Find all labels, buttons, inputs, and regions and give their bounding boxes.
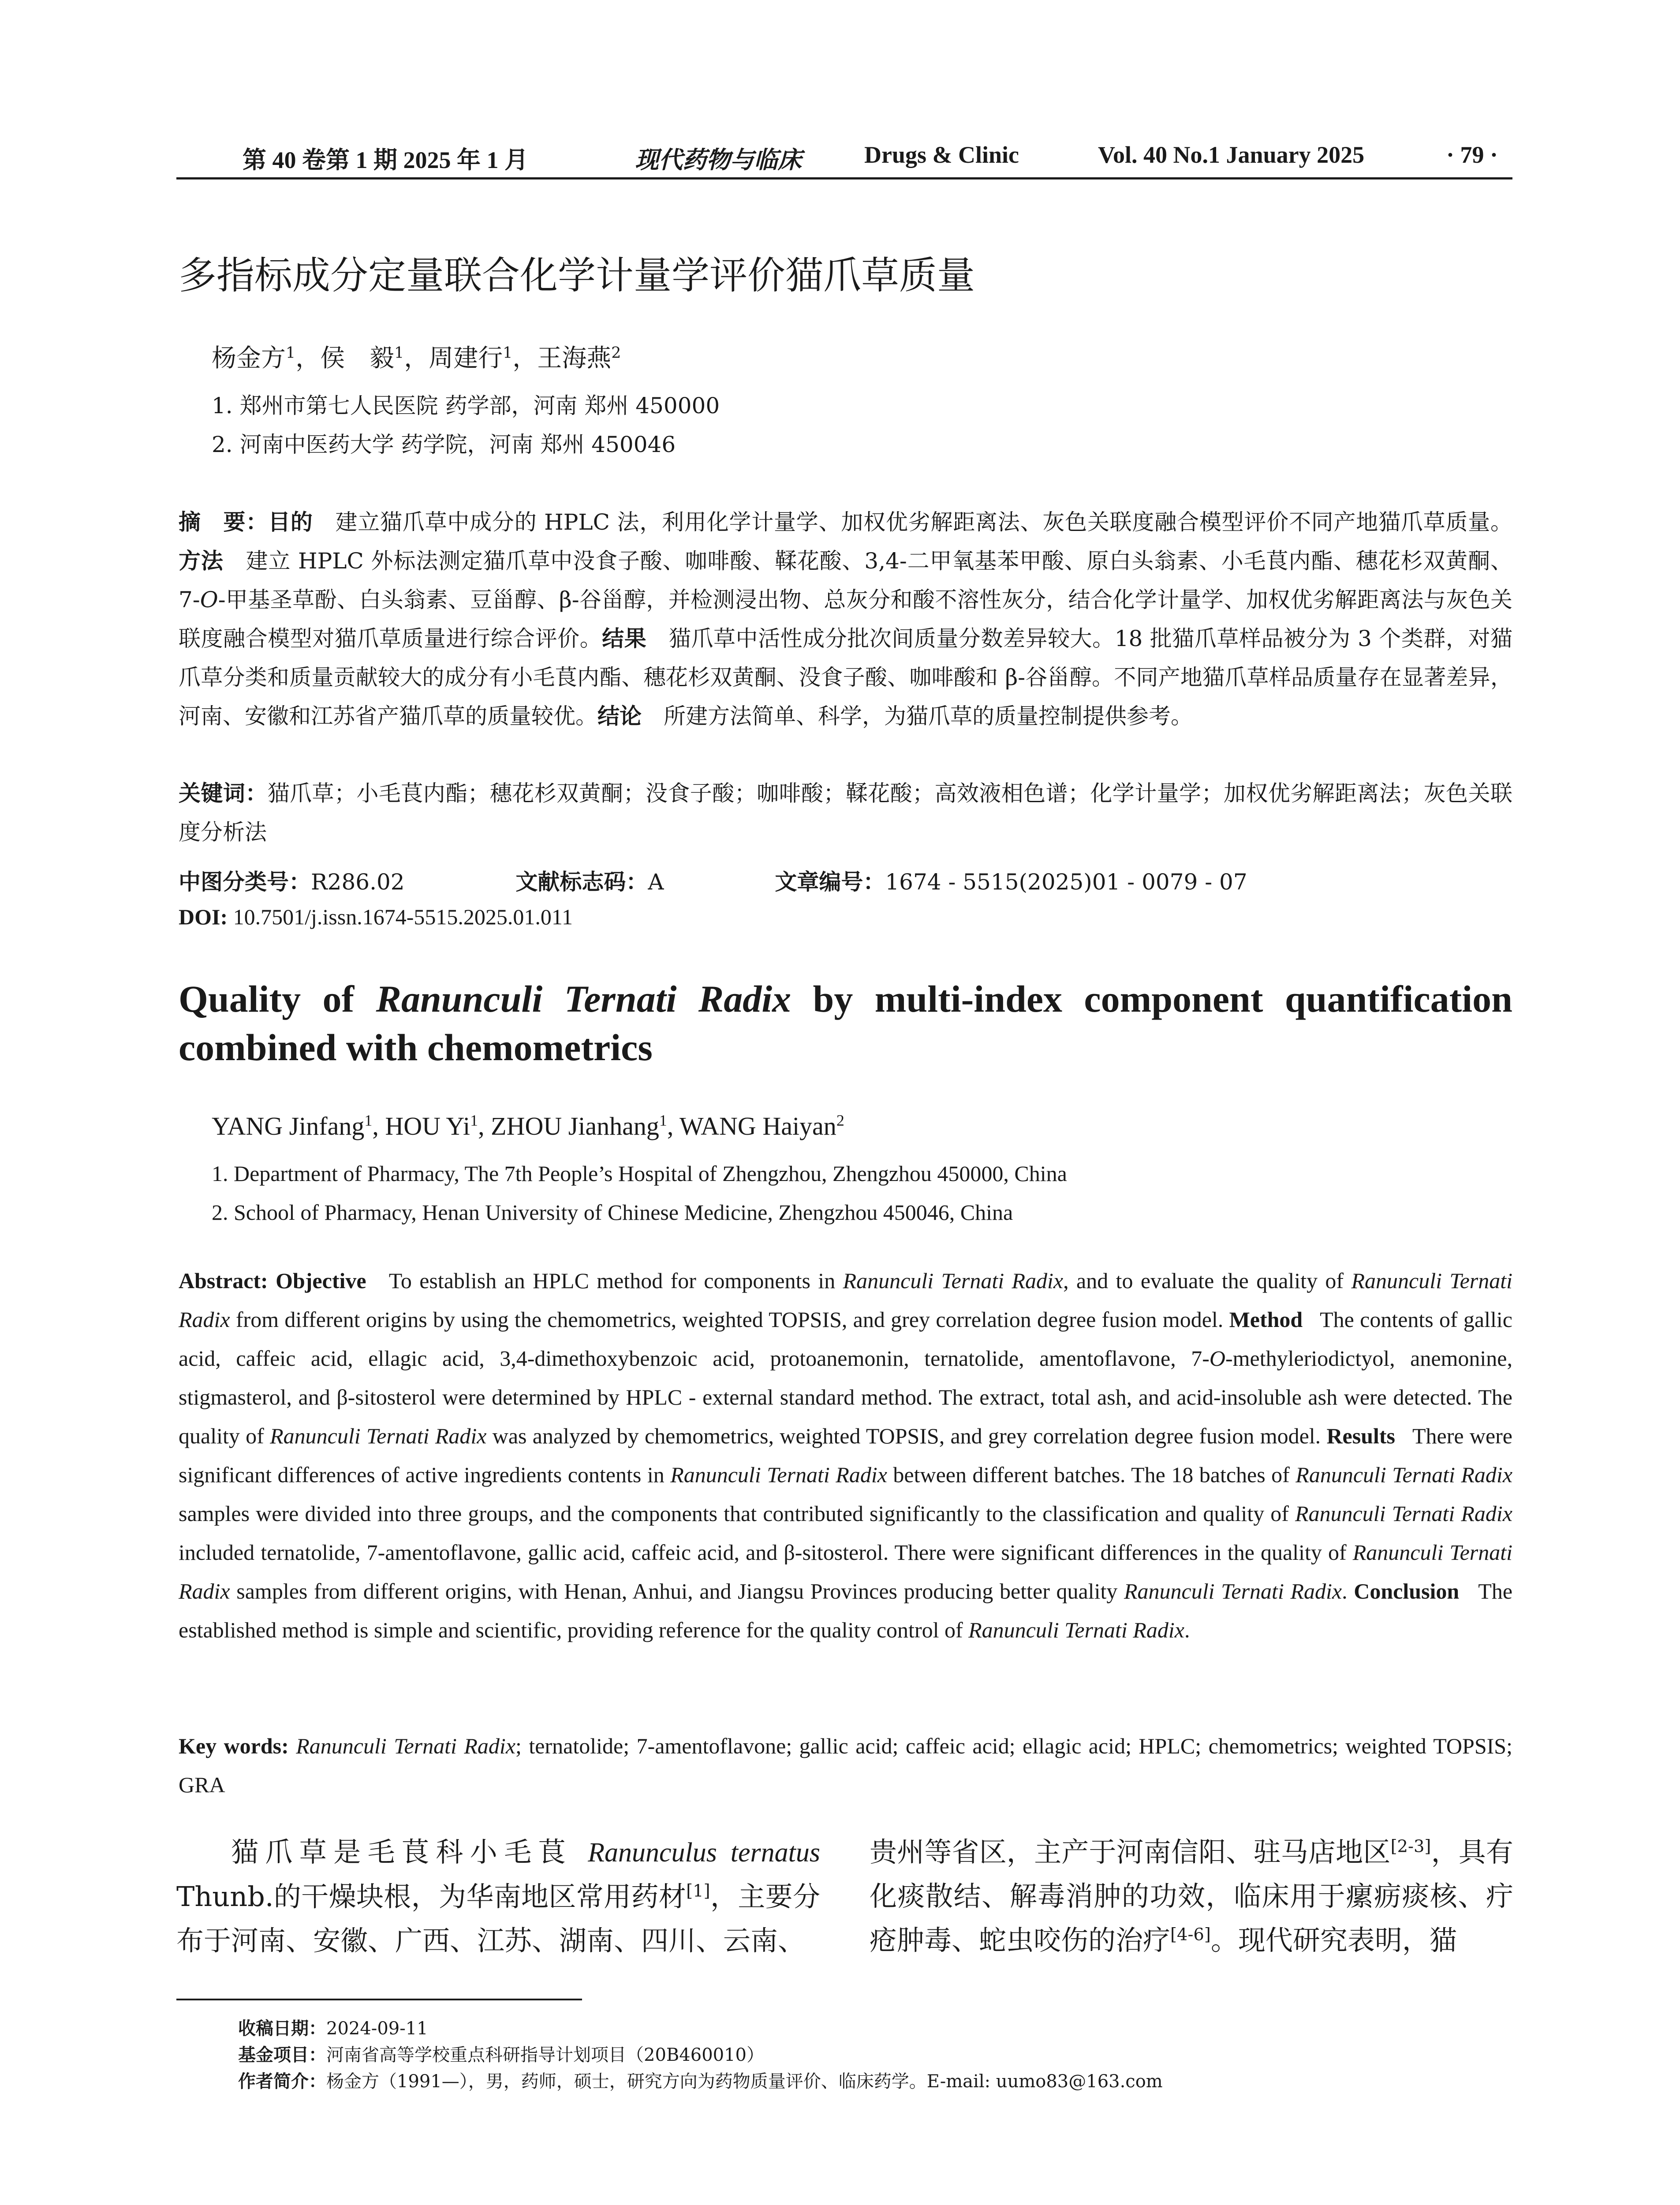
species-name: Ranunculi Ternati Radix	[1124, 1579, 1342, 1603]
method-en-a: The contents of gallic acid, caffeic acid, ellagic acid, 3,4-dimethoxybenzoic acid, protoanemonin, ternatolide, amentoflavone, 7-	[179, 1307, 1512, 1371]
method-cn-a: 建立 HPLC 外标法测定猫爪草中没食子酸、咖啡酸、鞣花酸、3,4-二甲氧基苯甲酸、原白头翁素、小毛茛内酯、穗花杉双黄酮、7-	[179, 548, 1512, 613]
conclusion-en-a: The established method is simple and scientific, providing reference for the quality control of	[179, 1579, 1513, 1642]
body-column-left	[176, 1830, 820, 1963]
method-en-b: -methyleriodictyol, anemonine, stigmasterol, and β-sitosterol were determined by HPLC - external standard method. The extract, total ash, and acid-insoluble ash were detected. The quality of	[179, 1346, 1513, 1448]
affil-mark: 1	[364, 1111, 373, 1129]
method-en-c: was analyzed by chemometrics, weighted TOPSIS, and grey correlation degree fusion model.	[486, 1424, 1327, 1448]
authors-en	[212, 1111, 844, 1141]
affiliation-en-1: 1. Department of Pharmacy, The 7th People’s Hospital of Zhengzhou, Zhengzhou 450000, China	[212, 1161, 1067, 1186]
affil-mark: 1	[503, 344, 513, 362]
running-header	[176, 141, 1512, 176]
keywords-cn	[179, 774, 1512, 852]
author-cn-4: 王海燕	[537, 344, 612, 373]
fund-text: 河南省高等学校重点科研指导计划项目（20B460010）	[326, 2045, 764, 2065]
doi-label: DOI:	[179, 904, 228, 929]
author-cn-1: 杨金方	[212, 344, 286, 373]
objective-en-a: To establish an HPLC method for components in	[388, 1268, 843, 1293]
results-en-f: .	[1342, 1579, 1354, 1603]
author-cn-3: 周建行	[429, 344, 503, 373]
results-en-c: samples were divided into three groups, and the components that contributed significantly to the classification and quality of	[179, 1501, 1295, 1526]
conclusion-en-label: Conclusion	[1354, 1579, 1460, 1603]
affil-mark: 1	[394, 344, 404, 362]
method-en-label: Method	[1229, 1307, 1303, 1332]
header-volume: Vol. 40 No.1 January 2025	[1098, 142, 1365, 168]
results-cn-label: 结果	[602, 626, 647, 651]
abstract-cn-label: 摘 要：	[179, 509, 269, 535]
author-bio-label: 作者简介：	[238, 2071, 326, 2092]
separator: ,	[372, 1112, 385, 1140]
article-no-value: 1674 - 5515(2025)01 - 0079 - 07	[885, 869, 1247, 895]
authors-cn	[212, 339, 621, 374]
fund-label: 基金项目：	[238, 2045, 326, 2065]
species-name: Ranunculi Ternati Radix	[670, 1462, 887, 1487]
keywords-cn-text: 猫爪草；小毛茛内酯；穗花杉双黄酮；没食子酸；咖啡酸；鞣花酸；高效液相色谱；化学计量学；加权优劣解距离法；灰色关联度分析法	[179, 781, 1513, 845]
abstract-en	[179, 1261, 1512, 1649]
classification-line	[179, 864, 1247, 896]
body-species: Ranunculus ternatus	[588, 1838, 820, 1868]
species-name: Ranunculi Ternati Radix	[270, 1424, 487, 1448]
conclusion-cn: 所建方法简单、科学，为猫爪草的质量控制提供参考。	[664, 703, 1193, 729]
title-en-part1: Quality of	[179, 978, 376, 1020]
conclusion-en-b: .	[1184, 1618, 1190, 1642]
species-name: Ranunculi Ternati Radix	[1295, 1501, 1512, 1526]
author-en-2: HOU Yi	[385, 1112, 470, 1140]
species-name: Ranunculi Ternati Radix	[1295, 1462, 1513, 1487]
affil-mark: 2	[836, 1111, 844, 1129]
affil-mark: 1	[286, 344, 296, 362]
body-left-a: 猫爪草是毛茛科小毛茛	[231, 1836, 588, 1868]
method-cn-label: 方法	[179, 548, 224, 574]
conclusion-cn-label: 结论	[597, 703, 642, 729]
footnote-author	[238, 2067, 1163, 2093]
footnote-fund	[238, 2041, 764, 2066]
body-right-b: ，具有化痰散结、解毒消肿的功效，临床用于瘰疬痰核、疔疮肿毒、蛇虫咬伤的治疗	[870, 1836, 1513, 1956]
separator: ,	[667, 1112, 679, 1140]
method-en-o: O	[1209, 1346, 1225, 1371]
keywords-en-text: ; ternatolide; 7-amentoflavone; gallic acid; caffeic acid; ellagic acid; HPLC; chemometrics; weighted TOPSIS; GRA	[179, 1734, 1512, 1797]
affiliation-cn-1: 1. 郑州市第七人民医院 药学部，河南 郑州 450000	[212, 393, 720, 419]
body-column-right	[870, 1830, 1513, 1962]
footnote-rule	[176, 1999, 582, 2000]
species-name: Ranunculi Ternati Radix	[843, 1268, 1064, 1293]
received-date: 2024-09-11	[326, 2018, 428, 2039]
doc-code-label: 文献标志码：	[515, 869, 648, 895]
results-cn: 猫爪草中活性成分批次间质量分数差异较大。18 批猫爪草样品被分为 3 个类群，对猫爪草分类和质量贡献较大的成分有小毛茛内酯、穗花杉双黄酮、没食子酸、咖啡酸和 β-谷甾醇。不同产地猫爪草样品质量存在显著差异，河南、安徽和江苏省产猫爪草的质量较优。	[179, 626, 1513, 729]
header-journal-en: Drugs & Clinic	[864, 142, 1019, 168]
affil-mark: 2	[611, 344, 621, 362]
affiliation-en-2: 2. School of Pharmacy, Henan University of Chinese Medicine, Zhengzhou 450046, China	[212, 1200, 1013, 1225]
separator: ,	[478, 1112, 491, 1140]
method-cn-o: O	[200, 587, 218, 613]
affiliation-cn-2: 2. 河南中医药大学 药学院，河南 郑州 450046	[212, 432, 676, 457]
body-right-c: 。现代研究表明，猫	[1210, 1924, 1457, 1956]
results-en-d: included ternatolide, 7-amentoflavone, gallic acid, caffeic acid, and β-sitosterol. There were significant differences in the quality of	[179, 1540, 1353, 1565]
author-bio-text: 杨金方（1991—），男，药师，硕士，研究方向为药物质量评价、临床药学。E-mail: uumo83@163.com	[326, 2071, 1163, 2092]
species-name: Ranunculi Ternati Radix	[968, 1618, 1184, 1642]
separator: ，	[295, 344, 321, 373]
author-en-3: ZHOU Jianhang	[491, 1112, 659, 1140]
footnote-received	[238, 2014, 428, 2040]
header-rule	[176, 177, 1512, 179]
affil-mark: 1	[470, 1111, 478, 1129]
separator: ，	[404, 344, 429, 373]
results-en-b: between different batches. The 18 batches of	[887, 1462, 1296, 1487]
keywords-en	[179, 1727, 1512, 1804]
title-en-part2: by multi-index component quantification combined with chemometrics	[179, 978, 1512, 1069]
author-en-4: WANG Haiyan	[679, 1112, 836, 1140]
doi-line	[179, 904, 573, 930]
header-page-number: · 79 ·	[1446, 142, 1498, 168]
author-en-1: YANG Jinfang	[212, 1112, 365, 1140]
objective-cn: 建立猫爪草中成分的 HPLC 法，利用化学计量学、加权优劣解距离法、灰色关联度融合模型评价不同产地猫爪草质量。	[335, 509, 1512, 535]
body-left-c: ，主要分布于河南、安徽、广西、江苏、湖南、四川、云南、	[176, 1880, 820, 1957]
species-name: Ranunculi Ternati Radix	[179, 1268, 1513, 1332]
separator: ，	[512, 344, 538, 373]
title-cn: 多指标成分定量联合化学计量学评价猫爪草质量	[179, 254, 975, 298]
objective-en-b: , and to evaluate the quality of	[1063, 1268, 1351, 1293]
keywords-cn-label: 关键词：	[179, 781, 268, 806]
abstract-en-label: Abstract: Objective	[179, 1268, 366, 1293]
keywords-en-label: Key words:	[179, 1734, 289, 1758]
body-left-b: Thunb.的干燥块根，为华南地区常用药材	[176, 1880, 687, 1913]
method-cn-b: -甲基圣草酚、白头翁素、豆甾醇、β-谷甾醇，并检测浸出物、总灰分和酸不溶性灰分，结合化学计量学、加权优劣解距离法与灰色关联度融合模型对猫爪草质量进行综合评价。	[179, 587, 1512, 651]
doc-code-value: A	[648, 869, 664, 895]
article-no-label: 文章编号：	[775, 869, 885, 895]
affil-mark: 1	[659, 1111, 667, 1129]
results-en-a: There were significant differences of active ingredients contents in	[179, 1424, 1512, 1487]
author-cn-2: 侯 毅	[320, 344, 395, 373]
results-en-e: samples from different origins, with Henan, Anhui, and Jiangsu Provinces producing better quality	[230, 1579, 1124, 1603]
citation-ref: [4-6]	[1170, 1925, 1211, 1945]
header-journal-cn: 现代药物与临床	[635, 146, 802, 174]
received-label: 收稿日期：	[238, 2018, 326, 2039]
results-en-label: Results	[1326, 1424, 1396, 1448]
clc-value: R286.02	[311, 869, 405, 895]
title-en-species: Ranunculi Ternati Radix	[376, 978, 791, 1020]
doi-value: 10.7501/j.issn.1674-5515.2025.01.011	[233, 904, 573, 929]
citation-ref: [2-3]	[1390, 1836, 1431, 1857]
clc-label: 中图分类号：	[179, 869, 311, 895]
header-issue: 第 40 卷第 1 期 2025 年 1 月	[243, 147, 528, 173]
citation-ref: [1]	[686, 1881, 710, 1901]
objective-cn-label: 目的	[268, 509, 313, 535]
body-right-a: 贵州等省区，主产于河南信阳、驻马店地区	[870, 1836, 1391, 1868]
species-name: Ranunculi Ternati Radix	[179, 1540, 1513, 1603]
title-en	[179, 975, 1512, 1072]
abstract-cn	[179, 503, 1512, 736]
objective-en-c: from different origins by using the chemometrics, weighted TOPSIS, and grey correlation degree fusion model.	[230, 1307, 1229, 1332]
species-name: Ranunculi Ternati Radix	[296, 1734, 516, 1758]
